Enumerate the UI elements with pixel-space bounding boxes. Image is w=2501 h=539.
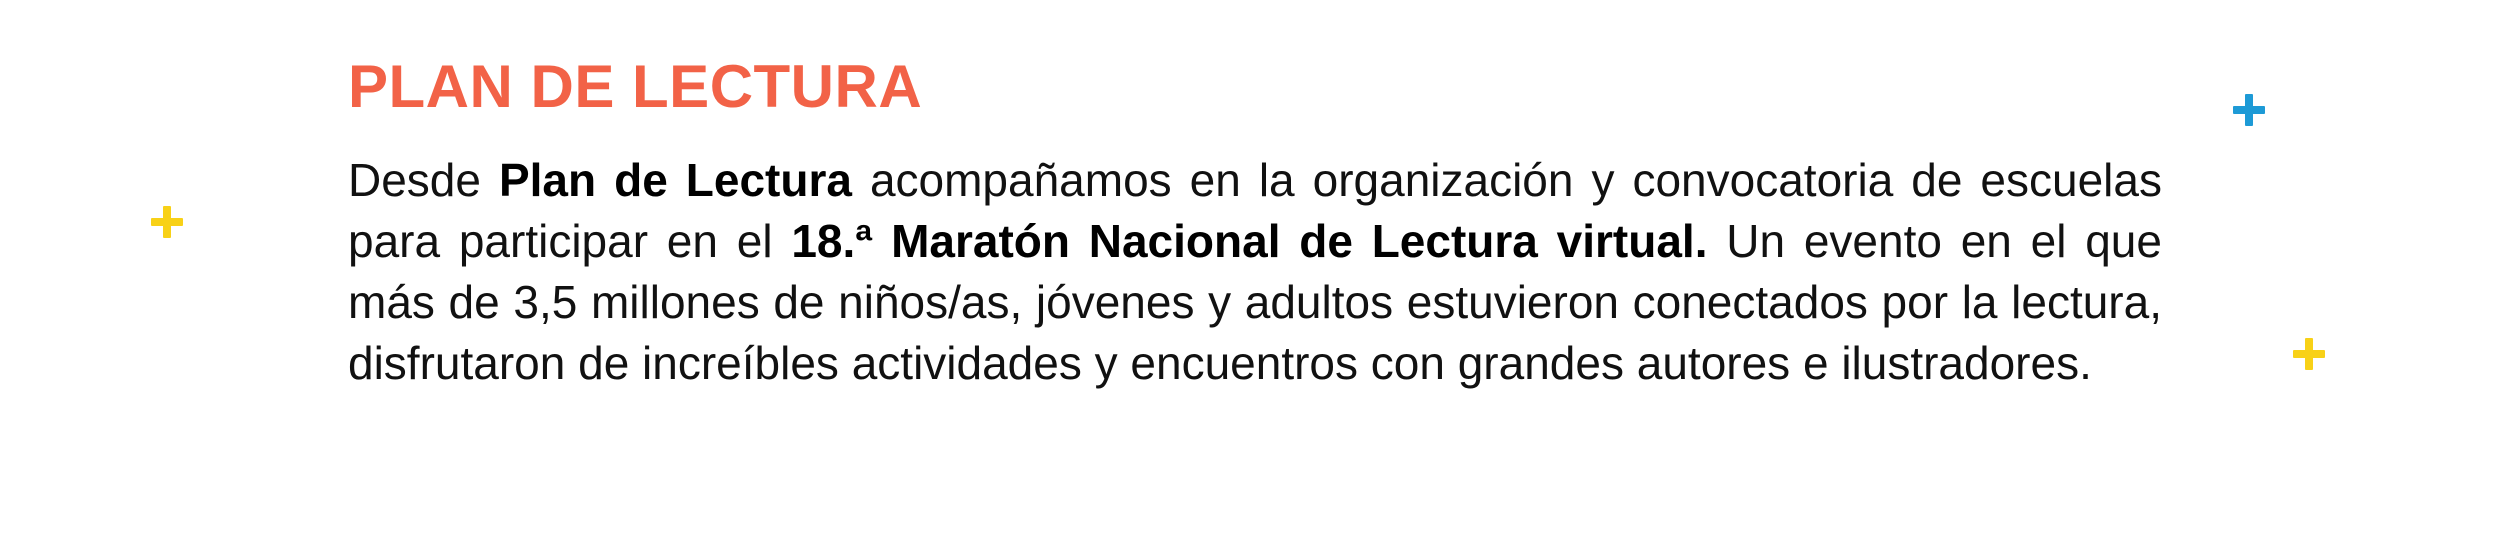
text-segment: acompañamos en la organización y convocatoria de escuelas para participar en el — [348, 154, 2162, 267]
program-name: Plan de Lectura — [498, 154, 852, 206]
body-paragraph — [348, 150, 2162, 394]
plus-icon — [2233, 94, 2265, 126]
text-segment: Desde — [348, 154, 499, 206]
text-segment: Un evento en el que más de 3,5 millones de niños/as, jóvenes y adultos estuvieron conectados por la lectura, disfrutaron de increíbles actividades y encuentros con grandes autores e ilustradores. — [348, 215, 2162, 389]
plus-icon — [2293, 338, 2325, 370]
event-name: 18.ª Maratón Nacional de Lectura virtual. — [791, 215, 1708, 267]
plus-icon — [151, 206, 183, 238]
content-block — [348, 52, 2162, 394]
page-title: PLAN DE LECTURA — [348, 53, 923, 120]
